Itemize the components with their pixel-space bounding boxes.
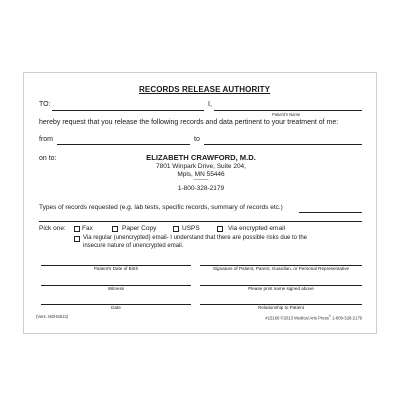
doctor-address-line1: 7801 Winpark Drive, Suite 204, (156, 163, 246, 170)
to-label: TO: (39, 101, 51, 108)
relationship-caption: Relationship to Patient (258, 305, 304, 310)
footer-publisher (265, 314, 362, 320)
records-types-line-2[interactable] (39, 221, 362, 222)
doctor-name: ELIZABETH CRAWFORD, M.D. (146, 153, 256, 162)
print-name-caption: Please print name signed above (248, 286, 314, 291)
form-title: RECORDS RELEASE AUTHORITY (139, 85, 271, 94)
dob-caption: Patient's Date of Birth (93, 266, 139, 271)
pick-one-label: Pick one: (39, 225, 66, 232)
signature-caption: Signature of Patient, Parent, Guardian, or Personal Representative (212, 266, 350, 271)
version-code: (Vers. M2HS513) (36, 314, 69, 319)
date-caption: Date (111, 305, 121, 310)
fax-label: Fax (82, 225, 93, 232)
usps-label: USPS (182, 225, 200, 232)
unencrypted-email-label: Via regular (unencrypted) email- I understand that there are possible risks due to the (83, 235, 308, 241)
paper-copy-checkbox[interactable] (112, 226, 118, 232)
i-label: I, (208, 101, 212, 108)
release-form-card (23, 72, 377, 334)
fax-checkbox[interactable] (74, 226, 80, 232)
patient-name-caption: Patient's Name (272, 112, 301, 117)
patient-name-line[interactable] (214, 110, 362, 111)
to-date-label: to (194, 136, 200, 143)
usps-checkbox[interactable] (173, 226, 179, 232)
paper-copy-label: Paper Copy (122, 225, 157, 232)
from-label: from (39, 136, 53, 143)
doctor-phone: 1-800-328-2179 (177, 185, 225, 192)
recipient-line[interactable] (52, 110, 204, 111)
footer-code: #15166 ©2013 Medical Arts Press (265, 315, 329, 321)
unencrypted-email-checkbox[interactable] (74, 236, 80, 242)
records-types-text: Types of records requested (e.g. lab tests, specific records, summary of records etc.) (39, 204, 283, 211)
registered-mark: ® (328, 314, 332, 318)
from-date-line[interactable] (57, 144, 190, 145)
on-to-label: on to: (39, 155, 57, 162)
witness-caption: Witness (107, 286, 125, 291)
encrypted-email-checkbox[interactable] (217, 226, 223, 232)
doctor-address-line2: Mpls, MN 55446 (177, 171, 225, 178)
footer-phone: 1-800-328-2179 (332, 315, 362, 321)
records-types-line[interactable] (299, 212, 362, 213)
unencrypted-email-label-2: insecure nature of unencrypted email. (83, 243, 184, 249)
encrypted-email-label: Via encrypted email (228, 225, 285, 232)
doctor-divider: ——— (193, 177, 209, 183)
request-text: hereby request that you release the following records and data pertinent to your treatment of me: (39, 119, 339, 126)
to-date-line[interactable] (204, 144, 362, 145)
